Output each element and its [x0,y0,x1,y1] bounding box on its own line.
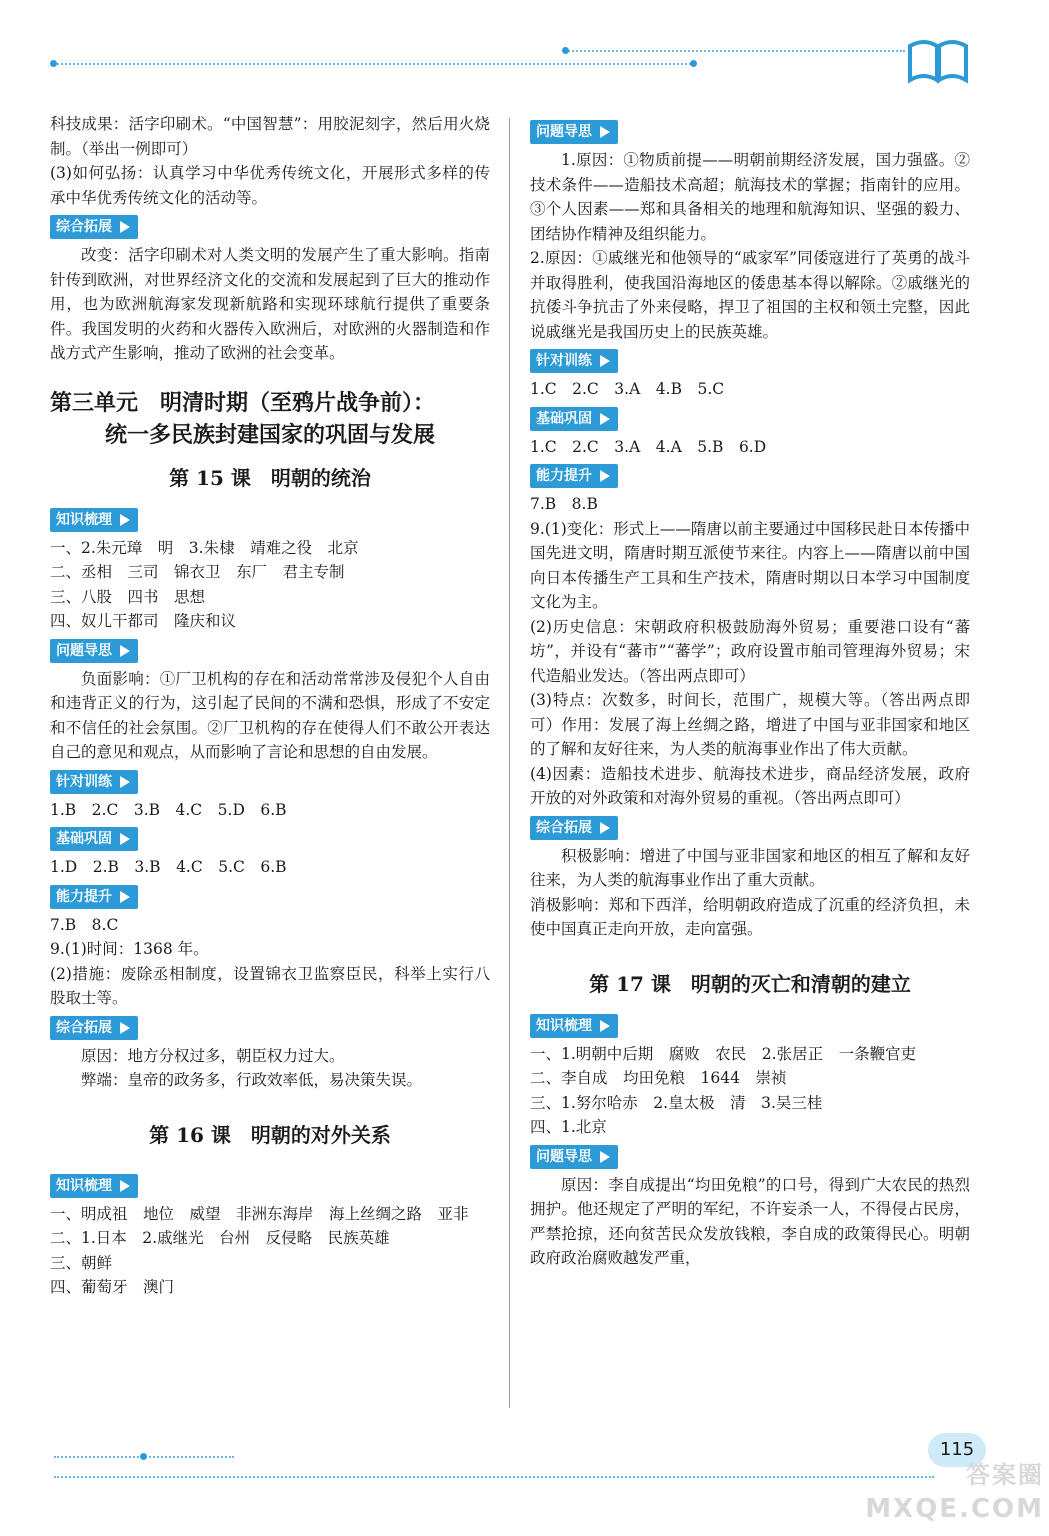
answer-line: 四、葡萄牙 澳门 [50,1278,175,1296]
text-paragraph: 消极影响：郑和下西洋，给明朝政府造成了沉重的经济负担，未使中国真正走向开放，走向富强。 [530,895,970,938]
page-number: 115 [928,1433,986,1467]
section-tag-comprehensive: 综合拓展 [530,816,618,840]
text-line: (3)如何弘扬：认真学习中华优秀传统文化，开展形式多样的传承中华优秀传统文化的活动等。 [50,164,490,207]
section-tag-basic: 基础巩固 [530,407,618,431]
answer-line: 1.C 2.C 3.A 4.B 5.C [530,380,725,398]
text-paragraph: 1.原因：①物质前提——明朝前期经济发展，国力强盛。②技术条件——造船技术高超；航海技术的掌握；指南针的应用。③个人因素——郑和具备相关的地理和航海知识、坚强的毅力、团结协作精神及组织能力。 [530,151,970,243]
answer-line: 1.C 2.C 3.A 4.A 5.B 6.D [530,437,767,456]
text-paragraph: (3)特点：次数多，时间长，范围广，规模大等。（答出两点即可）作用：发展了海上丝绸之路，增进了中国与亚非国家和地区的了解和友好往来，为人类的航海事业作出了伟大贡献。 [530,691,970,758]
header-dot-left [50,60,57,67]
text-paragraph: 2.原因：①戚继光和他领导的“戚家军”同倭寇进行了英勇的战斗并取得胜利，使我国沿海地区的倭患基本得以解除。②戚继光的抗倭斗争抗击了外来侵略，捍卫了祖国的主权和领土完整，因此说戚继光是我国历史上的民族英雄。 [530,249,970,341]
section-tag-comprehensive: 综合拓展 [50,215,138,239]
lesson-title: 第 15 课 明朝的统治 [169,465,371,490]
answer-line: 二、丞相 三司 锦衣卫 东厂 君主专制 [50,563,345,581]
section-tag-basic: 基础巩固 [50,827,138,851]
text-line: 弊端：皇帝的政务多，行政效率低，易决策失误。 [81,1071,423,1089]
footer-dot [140,1453,147,1460]
answer-line: 1.D 2.B 3.B 4.C 5.C 6.B [50,858,287,876]
unit-title-line1: 第三单元 明清时期（至鸦片战争前）： [50,390,436,416]
header-dot-right [562,47,569,54]
answer-line: 三、朝鲜 [50,1253,113,1272]
answer-line: 一、1.明朝中后期 腐败 农民 2.张居正 一条鞭官吏 [530,1044,917,1063]
answer-line: (2)措施：废除丞相制度，设置锦衣卫监察臣民，科举上实行八股取士等。 [50,964,490,1007]
unit-title-line2: 统一多民族封建国家的巩固与发展 [104,422,435,448]
answer-line: 四、1.北京 [530,1118,607,1136]
text-paragraph: 9.(1)变化：形式上——隋唐以前主要通过中国移民赴日本传播中国先进文明，隋唐时期互派使节来往。内容上——隋唐以前中国向日本传播生产工具和生产技术，隋唐时期以日本学习中国制度文化为主。 [530,519,970,611]
watermark-text: 答案圈 [966,1461,1044,1489]
watermark-url: MXQE.COM [865,1494,1044,1524]
header-dotted-line-left [54,63,694,65]
answer-line: 二、1.日本 2.戚继光 台州 反侵略 民族英雄 [50,1229,390,1247]
answer-line: 三、1.努尔哈赤 2.皇太极 清 3.吴三桂 [530,1093,823,1112]
text-paragraph: 原因：李自成提出“均田免粮”的口号，得到广大农民的热烈拥护。他还规定了严明的军纪，不许妄杀一人，不得侵占民房，严禁抢掠，还向贫苦民众发放钱粮，李自成的政策得民心。明朝政府政治腐败越发严重， [530,1175,970,1267]
answer-line: 一、2.朱元璋 明 3.朱棣 靖难之役 北京 [50,538,359,557]
column-divider [509,118,510,1408]
section-tag-comprehensive: 综合拓展 [50,1016,138,1040]
header-dotted-line-right [565,50,905,52]
text-paragraph: (2)历史信息：宋朝政府积极鼓励海外贸易；重要港口设有“蕃坊”，并设有“蕃市”“蕃学”；政府设置市舶司管理海外贸易；宋代造船业发达。（答出两点即可） [530,617,970,685]
text-line: 原因：地方分权过多，朝臣权力过大。 [81,1046,345,1065]
text-line: 科技成果：活字印刷术。“中国智慧”：用胶泥刻字，然后用火烧制。（举出一例即可） [50,115,490,158]
section-tag-knowledge: 知识梳理 [50,508,138,532]
answer-line: 7.B 8.B [530,495,598,513]
text-paragraph: 改变：活字印刷术对人类文明的发展产生了重大影响。指南针传到欧洲，对世界经济文化的交流和发展起到了巨大的推动作用，也为欧洲航海家发现新航路和实现环球航行提供了重要条件。我国发明的火药和火器传入欧洲后，对欧洲的火器制造和作战方式产生影响，推动了欧洲的社会变革。 [50,246,490,362]
lesson-title: 第 17 课 明朝的灭亡和清朝的建立 [589,971,911,996]
text-paragraph: (4)因素：造船技术进步、航海技术进步，商品经济发展，政府开放的对外政策和对海外贸易的重视。（答出两点即可） [530,764,970,807]
text-paragraph: 积极影响：增进了中国与亚非国家和地区的相互了解和友好往来，为人类的航海事业作出了重大贡献。 [530,846,970,889]
section-tag-knowledge: 知识梳理 [50,1174,138,1198]
answer-line: 7.B 8.C [50,915,119,934]
section-tag-question: 问题导思 [50,639,138,663]
answer-line: 三、八股 四书 思想 [50,587,206,606]
section-tag-practice: 针对训练 [50,770,138,794]
answer-line: 一、明成祖 地位 威望 非洲东海岸 海上丝绸之路 亚非 [50,1204,469,1223]
open-book-icon [906,38,970,84]
footer-dotted-line-long [54,1476,934,1478]
left-column [50,112,490,1300]
lesson-title: 第 16 课 明朝的对外关系 [149,1122,391,1147]
section-tag-question: 问题导思 [530,120,618,144]
section-tag-ability: 能力提升 [50,885,138,909]
right-column [530,112,970,1271]
answer-line: 9.(1)时间：1368 年。 [50,940,209,958]
answer-line: 四、奴儿干都司 隆庆和议 [50,612,237,630]
answer-line: 1.B 2.C 3.B 4.C 5.D 6.B [50,800,287,819]
section-tag-practice: 针对训练 [530,349,618,373]
section-tag-knowledge: 知识梳理 [530,1014,618,1038]
watermark-logo [834,1458,1044,1526]
section-tag-ability: 能力提升 [530,464,618,488]
answer-line: 二、李自成 均田免粮 1644 崇祯 [530,1069,787,1087]
header-dot-mid [690,60,697,67]
section-tag-question: 问题导思 [530,1145,618,1169]
text-paragraph: 负面影响：①厂卫机构的存在和活动常常涉及侵犯个人自由和违背正义的行为，这引起了民间的不满和恐惧，形成了不安定和不信任的社会氛围。②厂卫机构的存在使得人们不敢公开表达自己的意见和观点，从而影响了言论和思想的自由发展。 [50,669,490,761]
